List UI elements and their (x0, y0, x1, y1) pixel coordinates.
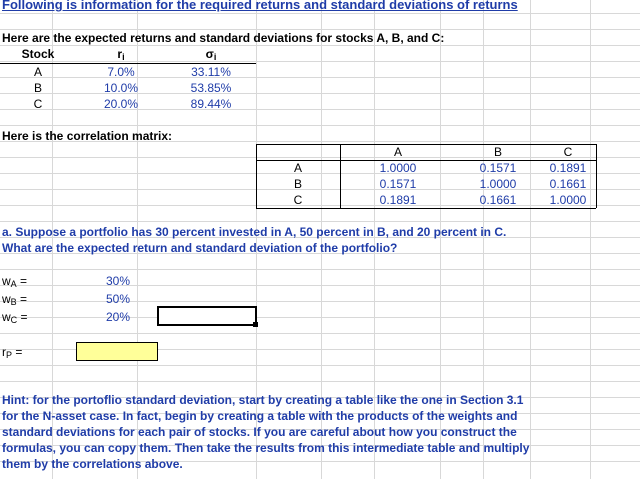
question-a-text: a. Suppose a portfolio has 30 percent invested in A, 50 percent in B, and 20 percent in C. What are the expected return and standard deviation of the portfolio? (2, 225, 507, 255)
matrix-cell[interactable]: 1.0000 (379, 161, 417, 175)
portfolio-return-label: $r_P$ = (2, 345, 23, 360)
stock-header: Stock (21, 47, 55, 61)
matrix-cell[interactable]: 0.1891 (549, 161, 587, 175)
corr-intro-text: Here is the correlation matrix: (2, 129, 173, 143)
stock-name: A (33, 65, 42, 79)
active-cell-selection[interactable] (157, 306, 257, 326)
matrix-cell[interactable]: 0.1571 (379, 177, 417, 191)
weight-value[interactable]: 30% (106, 274, 131, 288)
matrix-cell[interactable]: 0.1571 (479, 161, 517, 175)
matrix-cell[interactable]: 1.0000 (549, 193, 587, 207)
matrix-border (256, 208, 596, 209)
sheet-title: Following is information for the required returns and standard deviations of returns (2, 0, 518, 12)
stock-name: C (33, 97, 43, 111)
weight-label: $w_A$ = (2, 274, 28, 289)
matrix-row-label: C (293, 193, 303, 207)
portfolio-return-answer-cell[interactable] (76, 342, 158, 361)
matrix-col-header: B (493, 145, 502, 159)
hint-text: Hint: for the portoflio standard deviation, start by creating a table like the one in Section 3.1 for the N-asset case. In fact, begin by creating a table with the products of the weights and standard deviations for each pair of stocks. If you are careful about how you construct the formulas, you can copy them. Then take the results from this intermediate table and multiply them by the correlations above. (2, 393, 530, 471)
matrix-row-label: B (293, 177, 302, 191)
stock-sd[interactable]: 33.11% (191, 65, 231, 79)
stock-return[interactable]: 20.0% (103, 97, 139, 111)
stock-name: B (33, 81, 42, 95)
weight-label: $w_C$ = (2, 310, 28, 325)
return-header: $r_i$ (117, 47, 125, 62)
matrix-col-header: A (393, 145, 402, 159)
fill-handle[interactable] (253, 322, 258, 327)
matrix-col-header: C (563, 145, 573, 159)
matrix-cell[interactable]: 0.1891 (379, 193, 417, 207)
weight-label: $w_B$ = (2, 292, 28, 307)
weight-value[interactable]: 20% (106, 310, 131, 324)
stock-sd[interactable]: 89.44% (190, 97, 232, 111)
matrix-row-label: A (293, 161, 302, 175)
stock-sd[interactable]: 53.85% (190, 81, 232, 95)
sd-header: $\sigma_i$ (205, 47, 217, 62)
stock-return[interactable]: 10.0% (103, 81, 139, 95)
matrix-border (596, 144, 597, 208)
matrix-cell[interactable]: 0.1661 (549, 177, 587, 191)
matrix-cell[interactable]: 0.1661 (479, 193, 517, 207)
stock-return[interactable]: 7.0% (107, 65, 135, 79)
matrix-cell[interactable]: 1.0000 (479, 177, 517, 191)
weight-value[interactable]: 50% (106, 292, 131, 306)
intro-text: Here are the expected returns and standard deviations for stocks A, B, and C: (2, 31, 445, 45)
